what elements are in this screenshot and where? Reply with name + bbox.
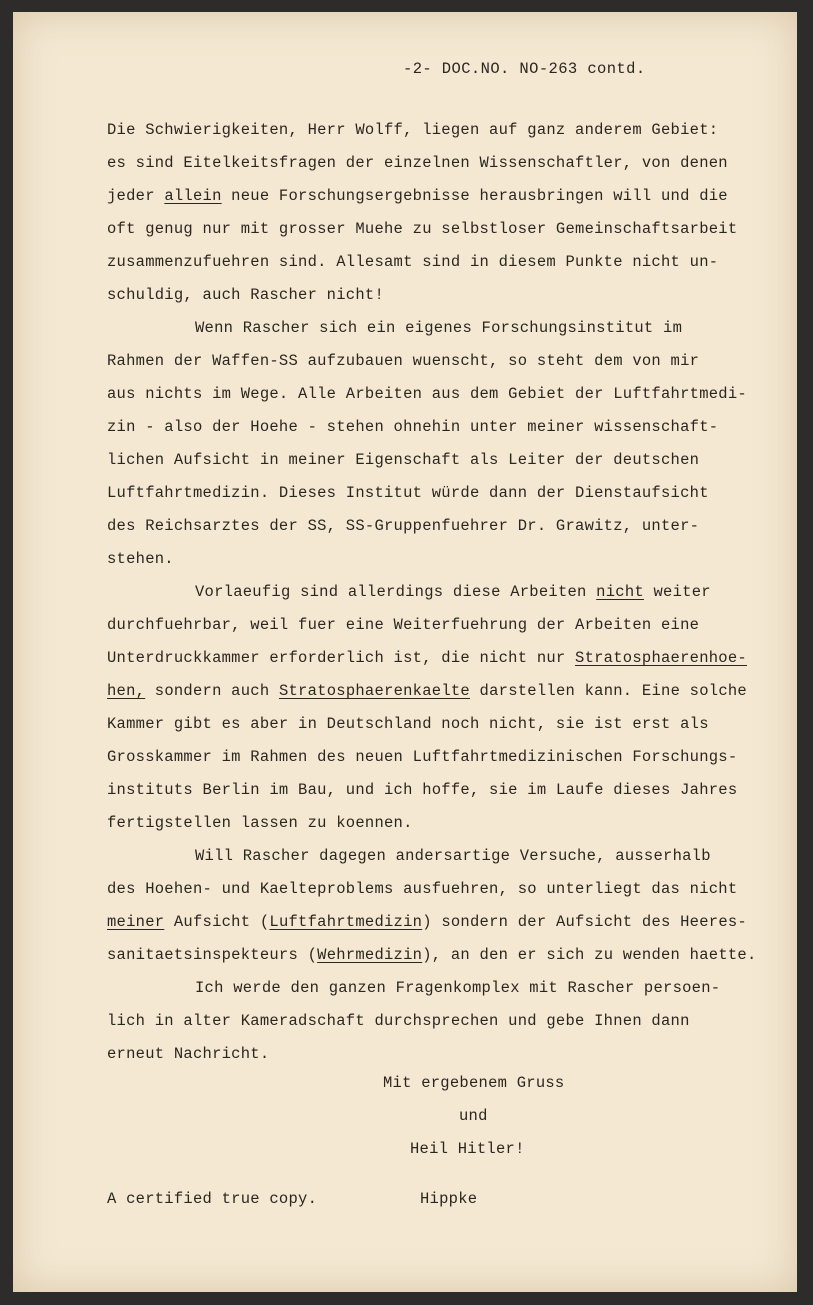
text-segment: Unterdruckkammer erforderlich ist, die nicht nur <box>107 649 576 667</box>
text-segment: Kammer gibt es aber in Deutschland noch nicht, sie ist erst als <box>107 715 709 733</box>
text-line <box>107 807 775 840</box>
text-segment: schuldig, auch Rascher nicht! <box>107 286 384 304</box>
text-segment: Wenn Rascher sich ein eigenes Forschungsinstitut im <box>195 319 683 337</box>
text-segment: erneut Nachricht. <box>107 1045 270 1063</box>
text-segment: sanitaetsinspekteurs ( <box>107 946 318 964</box>
text-line <box>107 444 775 477</box>
text-segment: weiter <box>643 583 711 601</box>
underlined-text: hen, <box>107 682 146 700</box>
text-segment: zusammenzufuehren sind. Allesamt sind in diesem Punkte nicht un- <box>107 253 719 271</box>
underlined-text: Stratosphaerenhoe- <box>575 649 747 667</box>
text-line <box>107 840 775 873</box>
text-segment: zin - also der Hoehe - stehen ohnehin unter meiner wissenschaft- <box>107 418 719 436</box>
text-segment: Grosskammer im Rahmen des neuen Luftfahrtmedizinischen Forschungs- <box>107 748 738 766</box>
text-line <box>107 576 775 609</box>
certified-copy-note: A certified true copy. <box>107 1190 318 1208</box>
text-line <box>107 1038 775 1071</box>
document-page <box>13 12 797 1292</box>
closing-und: und <box>459 1107 488 1125</box>
text-line <box>107 906 775 939</box>
text-line <box>107 873 775 906</box>
text-line <box>107 741 775 774</box>
text-segment: Will Rascher dagegen andersartige Versuche, ausserhalb <box>195 847 711 865</box>
text-line <box>107 279 775 312</box>
text-line <box>107 213 775 246</box>
text-segment: ) sondern der Aufsicht des Heeres- <box>422 913 747 931</box>
text-line <box>107 147 775 180</box>
text-line <box>107 411 775 444</box>
text-line <box>107 972 775 1005</box>
text-segment: des Reichsarztes der SS, SS-Gruppenfuehrer Dr. Grawitz, unter- <box>107 517 700 535</box>
text-segment: instituts Berlin im Bau, und ich hoffe, sie im Laufe dieses Jahres <box>107 781 738 799</box>
text-line <box>107 1005 775 1038</box>
text-segment: darstellen kann. Eine solche <box>469 682 747 700</box>
text-line <box>107 246 775 279</box>
text-line <box>107 180 775 213</box>
text-segment: sondern auch <box>145 682 279 700</box>
text-segment: stehen. <box>107 550 174 568</box>
underlined-text: meiner <box>107 913 165 931</box>
text-segment: Rahmen der Waffen-SS aufzubauen wuenscht, so steht dem von mir <box>107 352 700 370</box>
text-segment: Aufsicht ( <box>164 913 270 931</box>
text-segment: aus nichts im Wege. Alle Arbeiten aus dem Gebiet der Luftfahrtmedi- <box>107 385 747 403</box>
text-segment: ), an den er sich zu wenden haette. <box>422 946 757 964</box>
text-segment: durchfuehrbar, weil fuer eine Weiterfuehrung der Arbeiten eine <box>107 616 700 634</box>
closing-salute: Heil Hitler! <box>410 1140 525 1158</box>
text-segment: des Hoehen- und Kaelteproblems ausfuehren, so unterliegt das nicht <box>107 880 738 898</box>
underlined-text: allein <box>164 187 222 205</box>
text-segment: lich in alter Kameradschaft durchsprechen und gebe Ihnen dann <box>107 1012 690 1030</box>
text-line <box>107 642 775 675</box>
text-segment: es sind Eitelkeitsfragen der einzelnen Wissenschaftler, von denen <box>107 154 728 172</box>
underlined-text: nicht <box>596 583 644 601</box>
signature-name: Hippke <box>420 1190 478 1208</box>
text-segment: Ich werde den ganzen Fragenkomplex mit Rascher persoen- <box>195 979 721 997</box>
text-line <box>107 345 775 378</box>
text-line <box>107 114 775 147</box>
text-line <box>107 609 775 642</box>
text-line <box>107 675 775 708</box>
document-number-header: -2- DOC.NO. NO-263 contd. <box>403 60 646 78</box>
text-line <box>107 312 775 345</box>
text-line <box>107 477 775 510</box>
text-line <box>107 543 775 576</box>
text-segment: lichen Aufsicht in meiner Eigenschaft als Leiter der deutschen <box>107 451 700 469</box>
text-segment: oft genug nur mit grosser Muehe zu selbstloser Gemeinschaftsarbeit <box>107 220 738 238</box>
text-line <box>107 774 775 807</box>
text-segment: neue Forschungsergebnisse herausbringen will und die <box>221 187 728 205</box>
underlined-text: Wehrmedizin <box>317 946 423 964</box>
text-segment: Vorlaeufig sind allerdings diese Arbeiten <box>195 583 597 601</box>
closing-greeting: Mit ergebenem Gruss <box>383 1074 565 1092</box>
text-segment: Die Schwierigkeiten, Herr Wolff, liegen auf ganz anderem Gebiet: <box>107 121 719 139</box>
letter-body <box>107 114 775 1071</box>
text-segment: fertigstellen lassen zu koennen. <box>107 814 413 832</box>
text-line <box>107 510 775 543</box>
text-segment: jeder <box>107 187 165 205</box>
text-line <box>107 378 775 411</box>
text-segment: Luftfahrtmedizin. Dieses Institut würde dann der Dienstaufsicht <box>107 484 709 502</box>
underlined-text: Luftfahrtmedizin <box>269 913 423 931</box>
text-line <box>107 939 775 972</box>
underlined-text: Stratosphaerenkaelte <box>278 682 470 700</box>
text-line <box>107 708 775 741</box>
